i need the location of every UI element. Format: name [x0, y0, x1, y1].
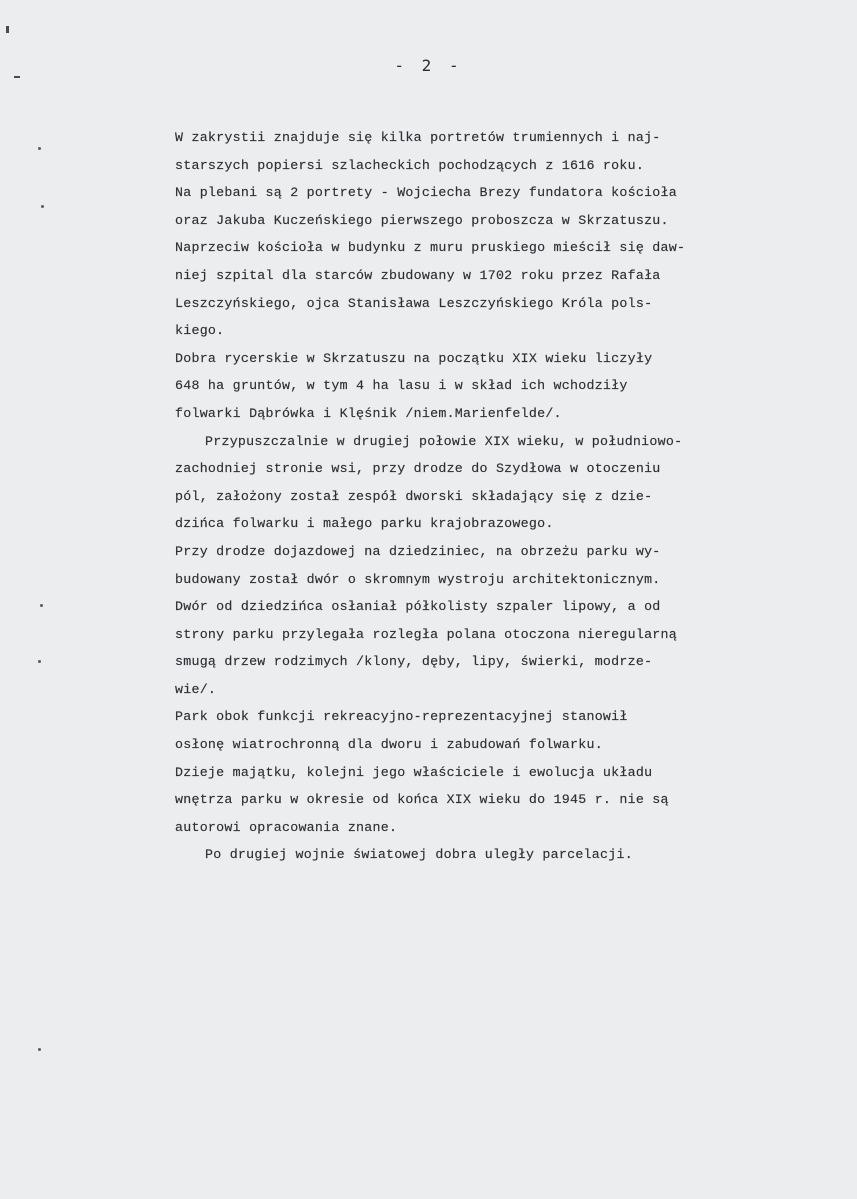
text-line: Leszczyńskiego, ojca Stanisława Leszczyńskiego Króla pols- — [175, 295, 653, 311]
text-line: Przy drodze dojazdowej na dziedziniec, na obrzeżu parku wy- — [175, 543, 661, 559]
text-line: Na plebani są 2 portrety - Wojciecha Brezy fundatora kościoła — [175, 185, 677, 201]
text-line: wnętrza parku w okresie od końca XIX wieku do 1945 r. nie są — [175, 792, 669, 808]
text-line: strony parku przylegała rozległa polana otoczona nieregularną — [175, 626, 677, 642]
text-line: Dzieje majątku, kolejni jego właściciele i ewolucja układu — [175, 764, 653, 780]
text-line: Dobra rycerskie w Skrzatuszu na początku XIX wieku liczyły — [175, 350, 653, 366]
margin-dot — [38, 660, 41, 663]
text-line: autorowi opracowania znane. — [175, 819, 398, 835]
text-line: 648 ha gruntów, w tym 4 ha lasu i w skład ich wchodziły — [175, 378, 628, 394]
text-line: folwarki Dąbrówka i Klęśnik /niem.Marienfelde/. — [175, 405, 562, 421]
text-line: osłonę wiatrochronną dla dworu i zabudowań folwarku. — [175, 737, 603, 753]
scan-edge-mark — [6, 26, 9, 33]
text-line: oraz Jakuba Kuczeńskiego pierwszego proboszcza w Skrzatuszu. — [175, 212, 669, 228]
text-line: smugą drzew rodzimych /klony, dęby, lipy, świerki, modrze- — [175, 654, 653, 670]
margin-dot — [38, 147, 41, 150]
text-line: zachodniej stronie wsi, przy drodze do Szydłowa w otoczeniu — [175, 461, 661, 477]
page-number: - 2 - — [394, 56, 463, 75]
typewritten-body — [175, 124, 835, 869]
text-line: dzińca folwarku i małego parku krajobrazowego. — [175, 516, 554, 532]
text-line: Po drugiej wojnie światowej dobra uległy parcelacji. — [205, 847, 633, 863]
margin-dot — [38, 1048, 41, 1051]
text-line: pól, założony został zespół dworski składający się z dzie- — [175, 488, 653, 504]
text-line: W zakrystii znajduje się kilka portretów trumiennych i naj- — [175, 130, 661, 145]
text-line: kiego. — [175, 323, 225, 339]
margin-dot — [41, 205, 44, 208]
text-line: niej szpital dla starców zbudowany w 1702 roku przez Rafała — [175, 267, 661, 283]
text-line: Przypuszczalnie w drugiej połowie XIX wieku, w południowo- — [205, 433, 683, 449]
text-line: budowany został dwór o skromnym wystroju architektonicznym. — [175, 571, 661, 587]
scan-edge-mark — [14, 76, 20, 78]
text-line: Naprzeciw kościoła w budynku z muru pruskiego mieścił się daw- — [175, 240, 686, 256]
text-line: Park obok funkcji rekreacyjno-reprezentacyjnej stanowił — [175, 709, 628, 725]
margin-dot — [40, 604, 43, 607]
text-line: Dwór od dziedzińca osłaniał półkolisty szpaler lipowy, a od — [175, 599, 661, 615]
text-line: starszych popiersi szlacheckich pochodzących z 1616 roku. — [175, 157, 645, 173]
text-line: wie/. — [175, 681, 217, 697]
